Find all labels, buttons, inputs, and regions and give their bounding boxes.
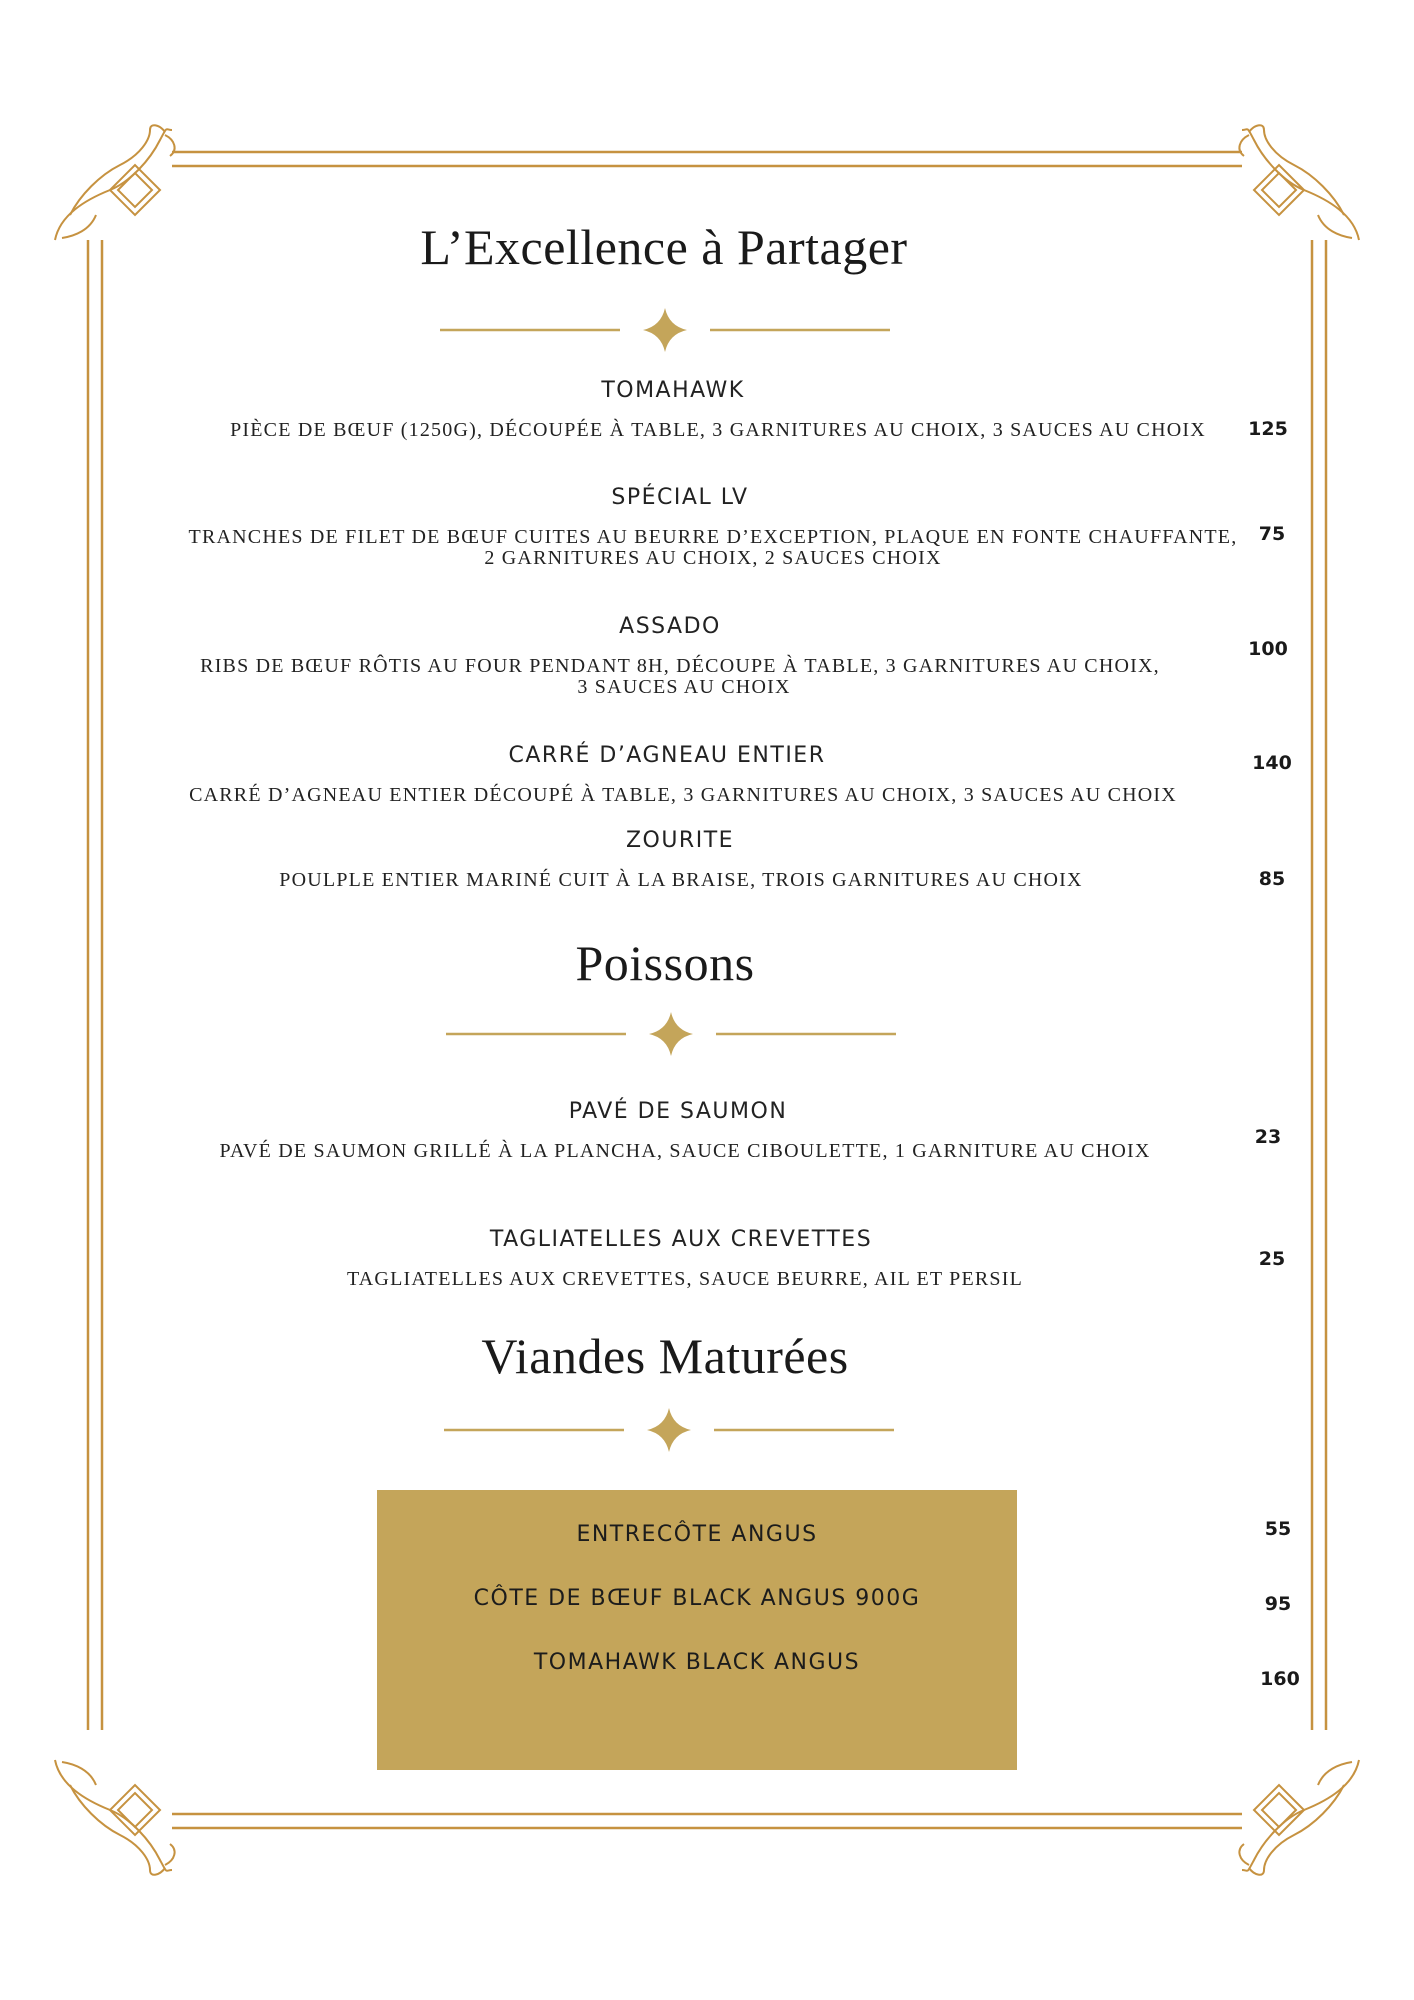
item-desc-special-lv-line1: TRANCHES DE FILET DE BŒUF CUITES AU BEURRE D’EXCEPTION, PLAQUE EN FONTE CHAUFFANTE, <box>188 526 1238 548</box>
price-cote-boeuf: 95 <box>1264 1593 1292 1615</box>
price-assado: 100 <box>1248 638 1288 660</box>
box-item-tomahawk-black: TOMAHAWK BLACK ANGUS <box>533 1650 861 1675</box>
item-desc-tomahawk: PIÈCE DE BŒUF (1250G), DÉCOUPÉE À TABLE, 3 GARNITURES AU CHOIX, 3 SAUCES AU CHOIX <box>230 419 1206 441</box>
item-name-zourite: ZOURITE <box>625 828 735 853</box>
price-pave-saumon: 23 <box>1254 1126 1282 1148</box>
section-title-sharing: L’Excellence à Partager <box>420 219 908 275</box>
item-name-tomahawk: TOMAHAWK <box>601 378 745 403</box>
box-item-entrecote: ENTRECÔTE ANGUS <box>576 1522 818 1547</box>
item-desc-pave-saumon: PAVÉ DE SAUMON GRILLÉ À LA PLANCHA, SAUCE CIBOULETTE, 1 GARNITURE AU CHOIX <box>219 1140 1151 1162</box>
item-name-special-lv: SPÉCIAL LV <box>611 485 749 510</box>
item-desc-assado-line2: 3 SAUCES AU CHOIX <box>577 676 791 698</box>
star-divider-icon <box>446 1010 896 1058</box>
section-title-aged: Viandes Maturées <box>481 1328 849 1384</box>
price-carre-agneau: 140 <box>1252 752 1292 774</box>
item-name-assado: ASSADO <box>619 614 721 639</box>
item-name-tagliatelles: TAGLIATELLES AUX CREVETTES <box>489 1227 873 1252</box>
item-desc-special-lv-line2: 2 GARNITURES AU CHOIX, 2 SAUCES CHOIX <box>484 547 942 569</box>
price-zourite: 85 <box>1258 868 1286 890</box>
star-divider-icon <box>444 1406 894 1454</box>
star-divider-icon <box>440 306 890 354</box>
section-title-fish: Poissons <box>575 935 755 991</box>
item-desc-tagliatelles: TAGLIATELLES AUX CREVETTES, SAUCE BEURRE, AIL ET PERSIL <box>346 1268 1024 1290</box>
item-desc-carre-agneau: CARRÉ D’AGNEAU ENTIER DÉCOUPÉ À TABLE, 3 GARNITURES AU CHOIX, 3 SAUCES AU CHOIX <box>189 784 1177 806</box>
price-entrecote: 55 <box>1264 1518 1292 1540</box>
price-special-lv: 75 <box>1258 523 1286 545</box>
box-item-cote-boeuf: CÔTE DE BŒUF BLACK ANGUS 900G <box>473 1586 921 1611</box>
price-tomahawk-black: 160 <box>1260 1668 1300 1690</box>
item-desc-assado-line1: RIBS DE BŒUF RÔTIS AU FOUR PENDANT 8H, DÉCOUPE À TABLE, 3 GARNITURES AU CHOIX, <box>200 655 1160 677</box>
price-tomahawk: 125 <box>1248 418 1288 440</box>
item-desc-zourite: POULPLE ENTIER MARINÉ CUIT À LA BRAISE, TROIS GARNITURES AU CHOIX <box>279 869 1083 891</box>
item-name-pave-saumon: PAVÉ DE SAUMON <box>568 1099 788 1124</box>
price-tagliatelles: 25 <box>1258 1248 1286 1270</box>
item-name-carre-agneau: CARRÉ D’AGNEAU ENTIER <box>508 743 826 768</box>
